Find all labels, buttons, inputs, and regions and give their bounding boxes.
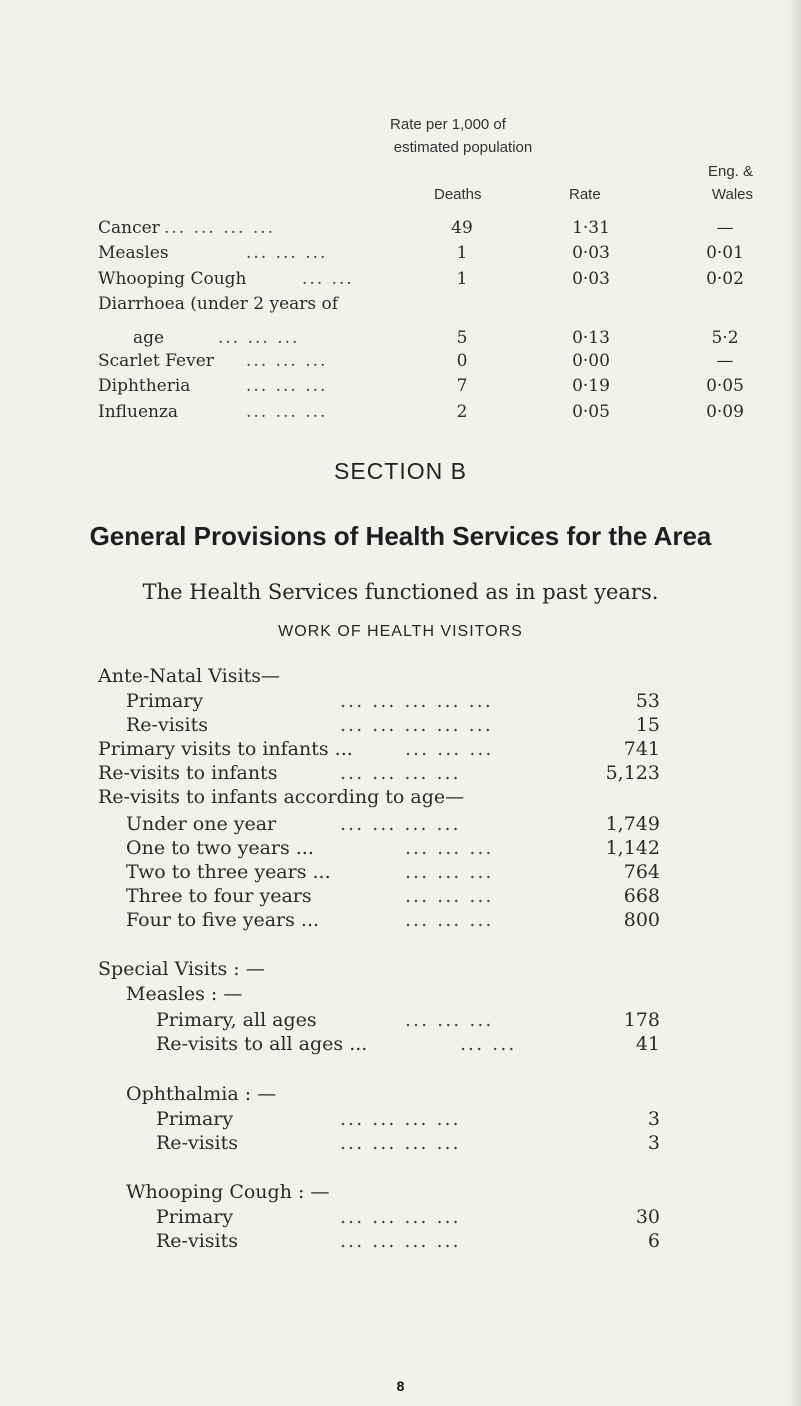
deaths-value: 0 <box>456 351 468 371</box>
leader-dots: ... ... <box>460 1033 517 1055</box>
group-heading-label: Measles : — <box>126 983 243 1005</box>
disease-label: Scarlet Fever <box>98 351 214 371</box>
wales-value: 0·02 <box>706 269 744 289</box>
leader-dots: ... ... ... ... ... <box>340 714 493 736</box>
visit-value: 30 <box>635 1206 660 1228</box>
list-item <box>0 909 801 935</box>
deaths-value: 5 <box>456 328 468 348</box>
visits-group-heading <box>0 958 801 984</box>
leader-dots: ... ... <box>302 269 354 289</box>
rate-value: 1·31 <box>572 218 610 238</box>
visit-label: Primary, all ages <box>156 1009 317 1031</box>
leader-dots: ... ... ... ... <box>164 218 276 238</box>
table-row <box>0 218 801 242</box>
list-item <box>0 714 801 740</box>
visit-value: 741 <box>623 738 660 760</box>
leader-dots: ... ... ... <box>405 861 494 883</box>
visits-group-heading <box>0 1083 801 1109</box>
visits-group-heading <box>0 786 801 812</box>
group-heading-label: Ophthalmia : — <box>126 1083 277 1105</box>
visit-value: 178 <box>623 1009 660 1031</box>
list-item <box>0 1206 801 1232</box>
wales-value: — <box>716 351 734 371</box>
visit-value: 668 <box>623 885 660 907</box>
rate-value: 0·13 <box>572 328 610 348</box>
rate-value: 0·05 <box>572 402 610 422</box>
main-heading: General Provisions of Health Services for the Area <box>89 521 712 551</box>
leader-dots: ... ... ... ... <box>340 813 461 835</box>
visit-label: Three to four years <box>126 885 312 907</box>
visit-value: 3 <box>647 1132 660 1154</box>
visit-value: 15 <box>635 714 660 736</box>
group-heading-label: Special Visits : — <box>98 958 265 980</box>
visit-label: Primary visits to infants ... <box>98 738 353 760</box>
table-row <box>0 402 801 426</box>
deaths-value: 2 <box>456 402 468 422</box>
visit-label: Re-visits <box>126 714 208 736</box>
visit-value: 5,123 <box>605 762 660 784</box>
visit-value: 1,749 <box>605 813 660 835</box>
page-number: 8 <box>396 1378 405 1394</box>
visits-group-heading <box>0 983 801 1009</box>
deaths-value: 49 <box>451 218 473 238</box>
leader-dots: ... ... ... <box>405 885 494 907</box>
list-item <box>0 1033 801 1059</box>
disease-label: Cancer <box>98 218 160 238</box>
leader-dots: ... ... ... ... <box>340 1108 461 1130</box>
list-item <box>0 1230 801 1256</box>
leader-dots: ... ... ... ... <box>340 762 461 784</box>
list-item <box>0 690 801 716</box>
table-row <box>0 294 801 318</box>
leader-dots: ... ... ... <box>218 328 300 348</box>
eng-and-header: Eng. & <box>707 163 753 180</box>
list-item <box>0 1132 801 1158</box>
leader-dots: ... ... ... ... <box>340 1132 461 1154</box>
visit-value: 53 <box>635 690 660 712</box>
visit-label: Primary <box>156 1108 234 1130</box>
visit-label: Re-visits to infants <box>98 762 278 784</box>
section-title: SECTION B <box>334 458 467 484</box>
table-row <box>0 269 801 293</box>
leader-dots: ... ... ... <box>405 1009 494 1031</box>
visit-value: 800 <box>623 909 660 931</box>
leader-dots: ... ... ... <box>246 243 328 263</box>
rate-per-header: Rate per 1,000 of <box>390 116 506 133</box>
deaths-value: 1 <box>456 269 468 289</box>
rate-value: 0·19 <box>572 376 610 396</box>
deaths-column-header: Deaths <box>434 186 482 203</box>
list-item <box>0 1009 801 1035</box>
leader-dots: ... ... ... <box>246 402 328 422</box>
leader-dots: ... ... ... <box>405 738 494 760</box>
visit-label: Four to five years ... <box>126 909 320 931</box>
visit-label: Re-visits <box>156 1132 238 1154</box>
visit-value: 6 <box>647 1230 660 1252</box>
estimated-population-header: estimated population <box>393 139 533 156</box>
table-row <box>0 351 801 375</box>
visits-group-heading <box>0 665 801 691</box>
wales-value: 0·05 <box>706 376 744 396</box>
table-row <box>0 243 801 267</box>
intro-text: The Health Services functioned as in past years. <box>142 580 659 604</box>
list-item <box>0 1108 801 1134</box>
visit-label: Re-visits to all ages ... <box>156 1033 368 1055</box>
disease-label: Diarrhoea (under 2 years of <box>98 294 339 314</box>
list-item <box>0 885 801 911</box>
visit-value: 3 <box>647 1108 660 1130</box>
deaths-value: 7 <box>456 376 468 396</box>
work-heading: WORK OF HEALTH VISITORS <box>278 623 523 640</box>
visit-value: 1,142 <box>605 837 660 859</box>
leader-dots: ... ... ... <box>405 909 494 931</box>
wales-column-header: Wales <box>711 186 753 203</box>
rate-value: 0·03 <box>572 269 610 289</box>
leader-dots: ... ... ... <box>405 837 494 859</box>
group-heading-label: Ante-Natal Visits— <box>98 665 280 687</box>
table-row <box>0 328 801 352</box>
deaths-value: 1 <box>456 243 468 263</box>
visit-label: Two to three years ... <box>126 861 331 883</box>
rate-column-header: Rate <box>569 186 601 203</box>
leader-dots: ... ... ... <box>246 376 328 396</box>
group-heading-label: Whooping Cough : — <box>126 1181 330 1203</box>
wales-value: 5·2 <box>711 328 739 348</box>
leader-dots: ... ... ... ... <box>340 1206 461 1228</box>
visit-label: Re-visits <box>156 1230 238 1252</box>
disease-label: Influenza <box>98 402 179 422</box>
visit-value: 764 <box>623 861 660 883</box>
wales-value: 0·01 <box>706 243 744 263</box>
disease-label: Diphtheria <box>98 376 191 396</box>
leader-dots: ... ... ... <box>246 351 328 371</box>
visits-group-heading <box>0 1181 801 1207</box>
visit-label: Primary <box>156 1206 234 1228</box>
disease-label: age <box>133 328 165 348</box>
wales-value: 0·09 <box>706 402 744 422</box>
table-row <box>0 376 801 400</box>
list-item <box>0 738 801 764</box>
list-item <box>0 837 801 863</box>
list-item <box>0 762 801 788</box>
disease-label: Measles <box>98 243 169 263</box>
leader-dots: ... ... ... ... ... <box>340 690 493 712</box>
group-heading-label: Re-visits to infants according to age— <box>98 786 465 808</box>
list-item <box>0 813 801 839</box>
rate-value: 0·00 <box>572 351 610 371</box>
disease-label: Whooping Cough <box>98 269 247 289</box>
visit-label: Under one year <box>126 813 277 835</box>
rate-value: 0·03 <box>572 243 610 263</box>
leader-dots: ... ... ... ... <box>340 1230 461 1252</box>
visit-label: Primary <box>126 690 204 712</box>
list-item <box>0 861 801 887</box>
visit-label: One to two years ... <box>126 837 314 859</box>
visit-value: 41 <box>635 1033 660 1055</box>
wales-value: — <box>716 218 734 238</box>
